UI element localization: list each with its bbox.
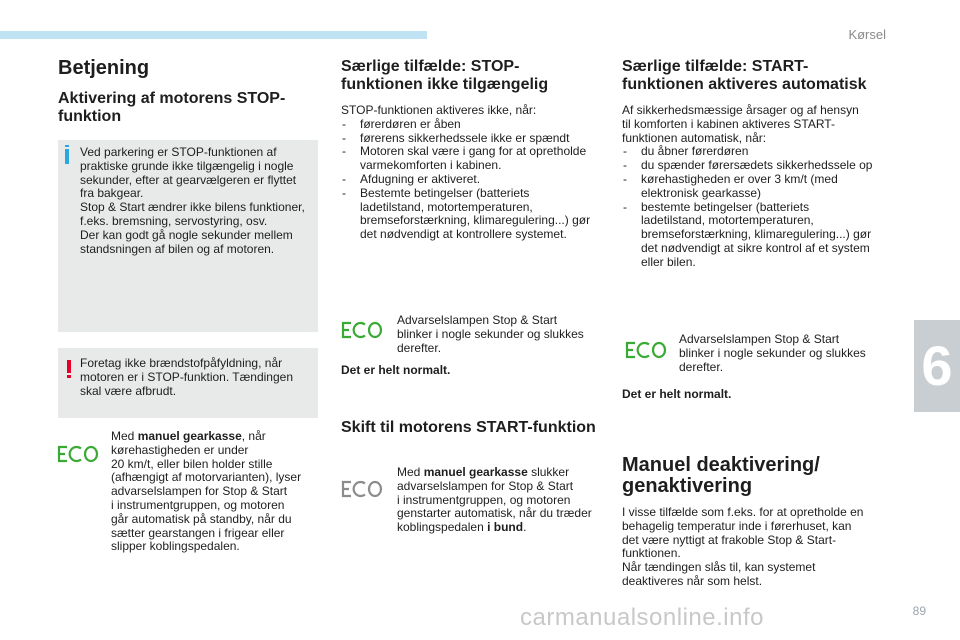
text-line: - Bestemte betingelser (batteriets xyxy=(360,185,530,200)
text-line: Foretag ikke brændstofpåfyldning, når xyxy=(80,356,283,370)
bold-term: manuel gearkasse xyxy=(423,465,528,479)
page-number: 89 xyxy=(912,604,926,618)
lamp-blink-text xyxy=(397,314,603,355)
text-line: det nødvendigt at sikre kontrol af et system xyxy=(641,240,870,255)
text-line: sætter gearstangen i frigear eller xyxy=(111,525,285,540)
list-item xyxy=(622,173,892,201)
text-line: advarselslampen for Stop & Start xyxy=(397,478,574,493)
warning-text xyxy=(80,357,314,398)
text-line xyxy=(111,430,321,444)
text-line: sekunder, efter at gearvælgeren er flyttet xyxy=(80,172,297,187)
text-line: standsningen af bilen og af motoren. xyxy=(80,241,275,256)
text-line: - du åbner førerdøren xyxy=(641,144,749,159)
header-accent-bar xyxy=(0,31,427,39)
text-line: genstarter automatisk, når du træder xyxy=(397,506,592,521)
text-line: funktionen. xyxy=(622,546,681,561)
text-line: varmekomforten i kabinen. xyxy=(360,158,502,173)
stop-unavailable-text xyxy=(341,104,603,242)
text-line: derefter. xyxy=(397,340,442,355)
text-line: går automatisk på standby, når du xyxy=(111,511,292,526)
eco-lamp-icon xyxy=(624,339,668,361)
text-line: - førerdøren er åben xyxy=(360,116,461,131)
text-line: STOP-funktionen aktiveres ikke, når: xyxy=(341,103,537,117)
manual-gearbox-stop-text xyxy=(111,430,321,554)
text-line: slipper koblingspedalen. xyxy=(111,539,240,554)
list-item xyxy=(341,187,603,242)
text-line: Når tændingen slås til, kan systemet xyxy=(622,560,816,575)
text-span: koblingspedalen xyxy=(397,520,488,535)
manual-gearbox-start-text xyxy=(397,466,603,535)
manual-toggle-text xyxy=(622,506,892,589)
text-line: praktiske grunde ikke tilgængelig i nogle xyxy=(80,158,294,173)
text-line: eller bilen. xyxy=(641,254,696,269)
list-item xyxy=(341,118,603,132)
text-line: blinker i nogle sekunder og slukkes xyxy=(679,345,866,360)
list-item xyxy=(341,145,603,173)
section-heading-stop-activation xyxy=(58,90,320,126)
page-title: Betjening xyxy=(58,57,150,79)
section-heading-start: Skift til motorens START-funktion xyxy=(341,419,596,436)
text-span: slukker xyxy=(527,465,570,479)
list-item xyxy=(341,173,603,187)
normal-note: Det er helt normalt. xyxy=(622,387,732,401)
info-text xyxy=(80,146,314,256)
chapter-number: 6 xyxy=(921,334,953,397)
eco-lamp-icon xyxy=(340,319,384,341)
text-line: - Motoren skal være i gang for at opretholde xyxy=(360,144,587,159)
text-line: Der kan godt gå nogle sekunder mellem xyxy=(80,227,293,242)
bold-term: i bund xyxy=(487,520,524,535)
text-line: ladetilstand, motortemperaturen, xyxy=(360,199,533,214)
text-line: Af sikkerhedsmæssige årsager og af hensyn xyxy=(622,103,859,117)
text-line: Advarselslampen Stop & Start xyxy=(397,313,558,327)
chapter-tab xyxy=(914,320,960,412)
list-item xyxy=(622,201,892,270)
text-span: Med xyxy=(397,465,424,479)
list-item xyxy=(622,159,892,173)
text-line: - Afdugning er aktiveret. xyxy=(360,171,481,186)
normal-note: Det er helt normalt. xyxy=(341,363,451,377)
text-line: I visse tilfælde som f.eks. for at opretholde en xyxy=(622,505,864,519)
section-heading-manual-toggle xyxy=(622,455,892,497)
text-span: . xyxy=(523,520,527,535)
section-heading-start-auto xyxy=(622,58,902,94)
text-line: 20 km/t, eller bilen holder stille xyxy=(111,456,273,471)
heading-line: Særlige tilfælde: STOP- xyxy=(341,58,520,75)
text-line: Stop & Start ændrer ikke bilens funktioner, xyxy=(80,200,305,215)
text-line: elektronisk gearkasse) xyxy=(641,185,762,200)
text-line: blinker i nogle sekunder og slukkes xyxy=(397,326,584,341)
text-line: ladetilstand, motortemperaturen, xyxy=(641,213,814,228)
text-line: i instrumentgruppen, og motoren xyxy=(397,492,571,507)
heading-line: genaktivering xyxy=(622,475,753,497)
text-line: behagelig temperatur inde i førerhuset, kan xyxy=(622,518,852,533)
list-item xyxy=(622,145,892,159)
text-line xyxy=(397,466,603,480)
heading-line: funktionen aktiveres automatisk xyxy=(622,76,867,93)
text-line: bremseforstærkning, klimaregulering...) gør xyxy=(641,227,872,242)
heading-line: Særlige tilfælde: START- xyxy=(622,58,809,75)
text-line: til komforten i kabinen aktiveres START- xyxy=(622,116,835,131)
text-line: - bestemte betingelser (batteriets xyxy=(641,199,810,214)
text-line: i instrumentgruppen, og motoren xyxy=(111,497,285,512)
text-span: Med xyxy=(111,429,138,443)
info-box xyxy=(58,140,318,332)
text-line: skal være afbrudt. xyxy=(80,383,177,398)
warning-icon xyxy=(67,360,71,373)
text-line: funktionen automatisk, når: xyxy=(622,130,767,145)
text-line: Advarselslampen Stop & Start xyxy=(679,332,840,346)
info-icon xyxy=(65,149,69,164)
bold-term: manuel gearkasse xyxy=(137,429,242,443)
text-line: - du spænder førersædets sikkerhedssele op xyxy=(641,158,873,173)
section-heading-stop-unavailable xyxy=(341,58,603,94)
text-line: kørehastigheden er under xyxy=(111,442,249,457)
heading-line: Aktivering af motorens STOP- xyxy=(58,90,286,107)
text-line: f.eks. bremsning, servostyring, osv. xyxy=(80,213,268,228)
text-line: det nødvendigt at kontrollere systemet. xyxy=(360,227,567,242)
list-item xyxy=(341,132,603,146)
warning-box xyxy=(58,348,318,418)
text-line: advarselslampen for Stop & Start xyxy=(111,484,288,499)
text-span: , når xyxy=(241,429,266,443)
start-auto-text xyxy=(622,104,892,270)
text-line: (afhængigt af motorvarianten), lyser xyxy=(111,470,302,485)
section-title: Kørsel xyxy=(848,27,886,42)
lamp-blink-text xyxy=(679,333,885,374)
heading-line: Manuel deaktivering/ xyxy=(622,454,820,476)
text-line: fra bakgear. xyxy=(80,186,144,201)
text-line: det være nyttigt at frakoble Stop & Start- xyxy=(622,532,837,547)
eco-lamp-off-icon xyxy=(340,478,384,500)
text-line: - kørehastigheden er over 3 km/t (med xyxy=(641,171,838,186)
text-line: motoren er i STOP-funktion. Tændingen xyxy=(80,369,293,384)
text-line: derefter. xyxy=(679,359,724,374)
text-line: bremseforstærkning, klimaregulering...) gør xyxy=(360,213,591,228)
heading-line: funktion xyxy=(58,108,122,125)
text-line: - førerens sikkerhedssele ikke er spændt xyxy=(360,130,570,145)
condition-list xyxy=(622,145,892,269)
text-line: deaktiveres når som helst. xyxy=(622,573,763,588)
condition-list xyxy=(341,118,603,242)
text-line xyxy=(397,521,603,535)
heading-line: funktionen ikke tilgængelig xyxy=(341,76,549,93)
watermark: carmanualsonline.info xyxy=(520,604,764,631)
eco-lamp-icon xyxy=(56,443,100,465)
text-line: Ved parkering er STOP-funktionen af xyxy=(80,145,277,159)
